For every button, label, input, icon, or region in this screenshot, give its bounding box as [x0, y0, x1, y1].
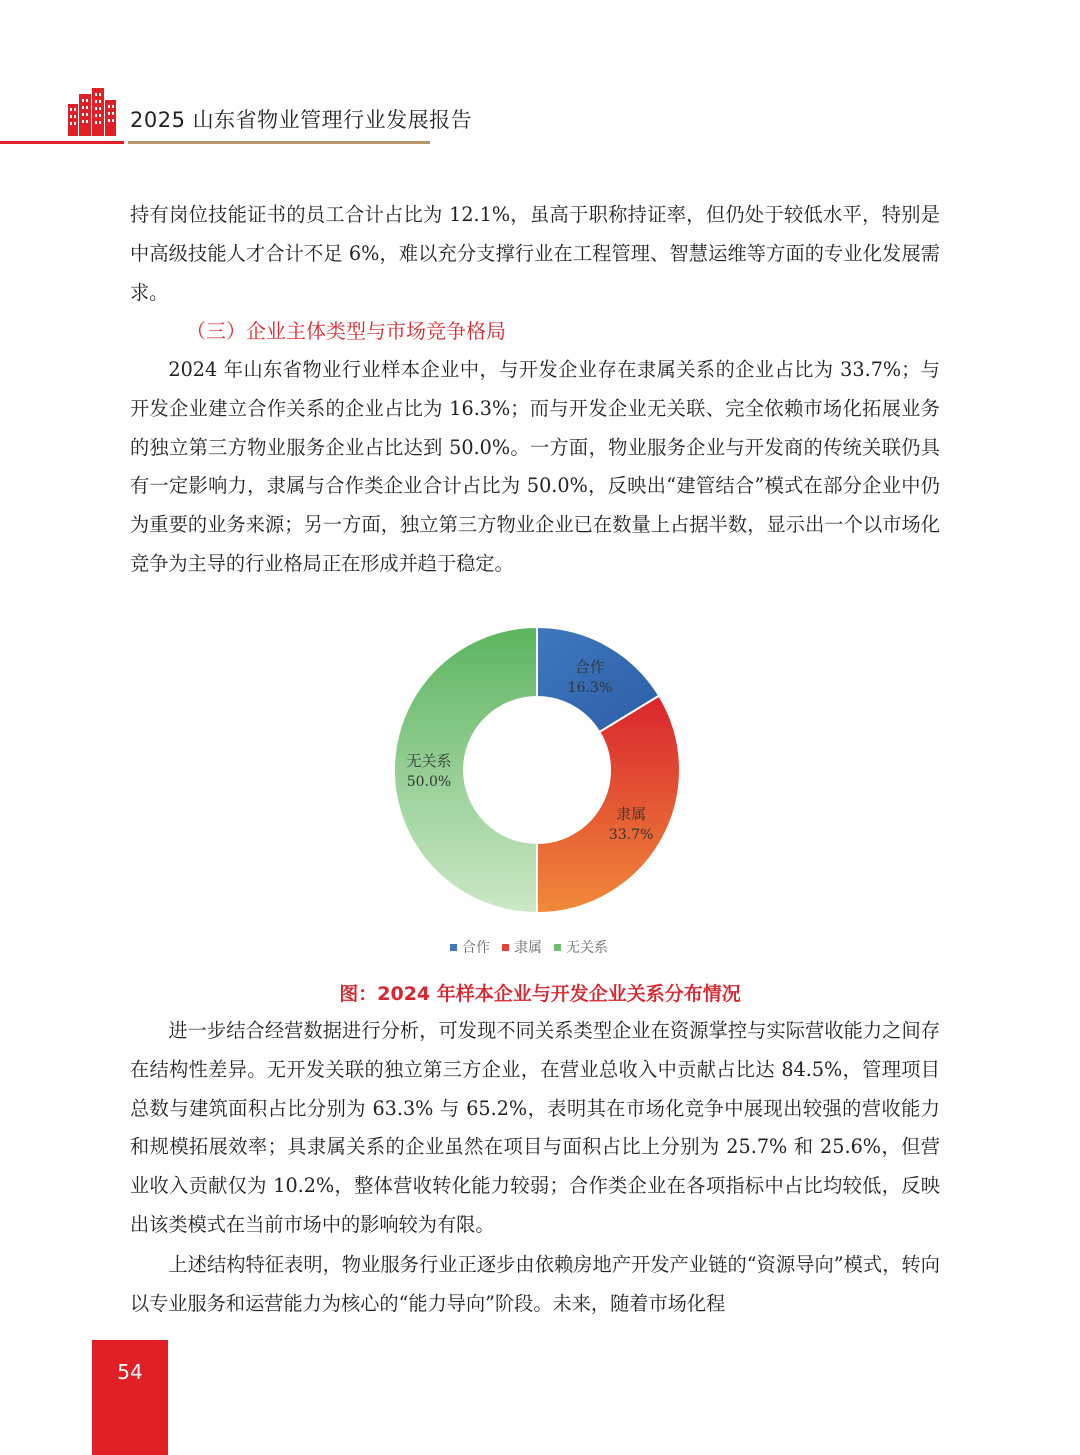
legend-swatch-1 [502, 944, 509, 951]
header-gold-rule [128, 141, 430, 144]
slice-label-1: 隶属 [616, 804, 647, 823]
slice-label-0: 合作 [574, 657, 605, 676]
legend-label-1: 隶属 [514, 940, 542, 956]
slice-value-1: 33.7% [608, 826, 654, 843]
paragraph-conclusion: 上述结构特征表明，物业服务行业正逐步由依赖房地产开发产业链的“资源导向”模式，转向以专业服务和运营能力为核心的“能力导向”阶段。未来，随着市场化程 [130, 1253, 940, 1315]
legend-swatch-2 [554, 944, 561, 951]
slice-value-0: 16.3% [567, 679, 613, 696]
page-number: 54 [117, 1360, 143, 1384]
slice-2 [394, 627, 537, 913]
legend-label-0: 合作 [462, 940, 490, 956]
paragraph-revenue-analysis: 进一步结合经营数据进行分析，可发现不同关系类型企业在资源掌控与实际营收能力之间存在结构性差异。无开发关联的独立第三方企业，在营业总收入中贡献占比达 84.5%，管理项目总数与建筑面积占比分别为 63.3% 与 65.2%，表明其在市场化竞争中展现出较强的营收能力和规模拓展效率；具隶属关系的企业虽然在项目与面积占比上分别为 25.7% 和 25.6%，但营业收入贡献仅为 10.2%，整体营收转化能力较弱；合作类企业在各项指标中占比均较低，反映出该类模式在当前市场中的影响较为有限。 [130, 1019, 940, 1236]
legend-label-2: 无关系 [566, 940, 608, 956]
report-title: 2025 山东省物业管理行业发展报告 [130, 108, 473, 132]
paragraph-enterprise-types: 2024 年山东省物业行业样本企业中，与开发企业存在隶属关系的企业占比为 33.7%；与开发企业建立合作关系的企业占比为 16.3%；而与开发企业无关联、完全依赖市场化拓展业务的独立第三方物业服务企业占比达到 50.0%。一方面，物业服务企业与开发商的传统关联仍具有一定影响力，隶属与合作类企业合计占比为 50.0%，反映出“建管结合”模式在部分企业中仍为重要的业务来源；另一方面，独立第三方物业企业已在数量上占据半数，显示出一个以市场化竞争为主导的行业格局正在形成并趋于稳定。 [130, 358, 940, 575]
section-subheading: （三）企业主体类型与市场竞争格局 [186, 319, 506, 343]
slice-1 [537, 696, 680, 913]
legend-swatch-0 [450, 944, 457, 951]
relationship-donut-chart [380, 622, 700, 972]
slice-label-2: 无关系 [406, 752, 452, 770]
building-logo-icon [66, 86, 118, 138]
paragraph-skills: 持有岗位技能证书的员工合计占比为 12.1%，虽高于职称持证率，但仍处于较低水平，特别是中高级技能人才合计不足 6%，难以充分支撑行业在工程管理、智慧运维等方面的专业化发展需求。 [130, 203, 940, 304]
chart-caption: 图：2024 年样本企业与开发企业关系分布情况 [339, 983, 741, 1005]
page-number-tab [92, 1340, 168, 1455]
header-red-rule [0, 141, 124, 144]
slice-value-2: 50.0% [406, 774, 452, 790]
